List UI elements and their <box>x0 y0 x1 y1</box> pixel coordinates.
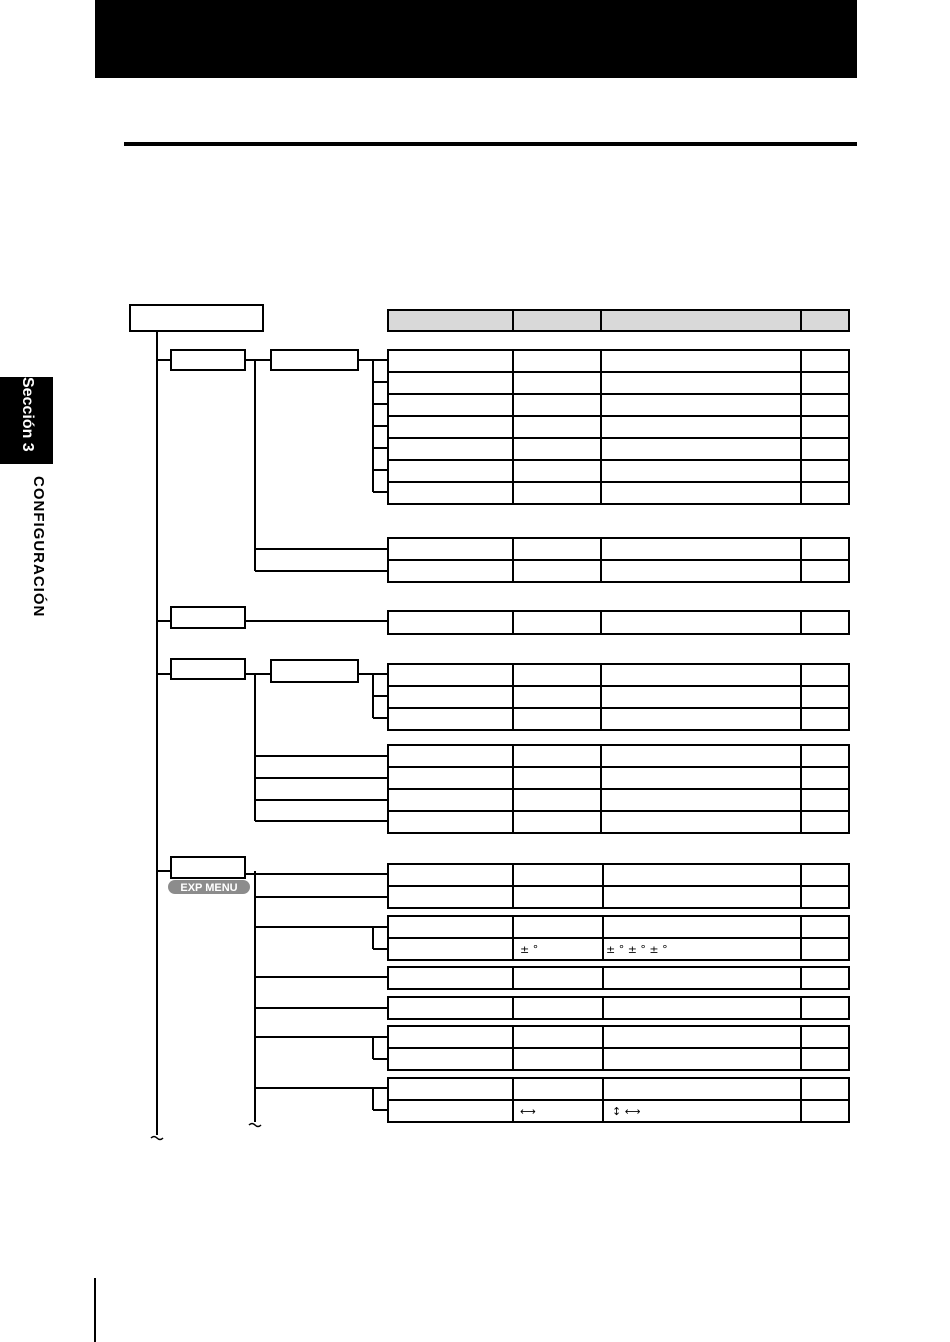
cell-mark-vertical-horizontal-arrows: ↕ ⟷ <box>612 1105 641 1118</box>
table-block-10 <box>388 1026 849 1070</box>
exp-menu-label: EXP MENU <box>180 882 238 894</box>
table-block-8 <box>388 967 849 989</box>
footer-rule <box>94 1278 96 1342</box>
table-block-3 <box>388 611 849 634</box>
table-block-9 <box>388 997 849 1019</box>
table-block-1 <box>388 350 849 504</box>
level1-box-4 <box>171 857 245 878</box>
exp-menu-badge <box>168 880 250 894</box>
section-label: CONFIGURACIÓN <box>30 476 47 618</box>
level2-box-2 <box>271 660 358 682</box>
table-block-2 <box>388 538 849 582</box>
cell-mark-plus-minus-deg: ± ° <box>520 943 539 956</box>
section-tab-text: Sección 3 <box>19 377 36 452</box>
table-header <box>388 310 849 331</box>
level1-box-1 <box>171 350 245 370</box>
level1-box-3 <box>171 659 245 679</box>
cell-mark-horizontal-arrow: ⟷ <box>520 1105 536 1118</box>
root-menu-box <box>130 305 263 331</box>
level2-box-1 <box>271 350 358 370</box>
cell-mark-plus-minus-deg-triple: ± ° ± ° ± ° <box>606 943 668 956</box>
table-block-5 <box>388 745 849 833</box>
level1-box-2 <box>171 607 245 628</box>
table-block-6 <box>388 864 849 908</box>
table-block-4 <box>388 664 849 730</box>
